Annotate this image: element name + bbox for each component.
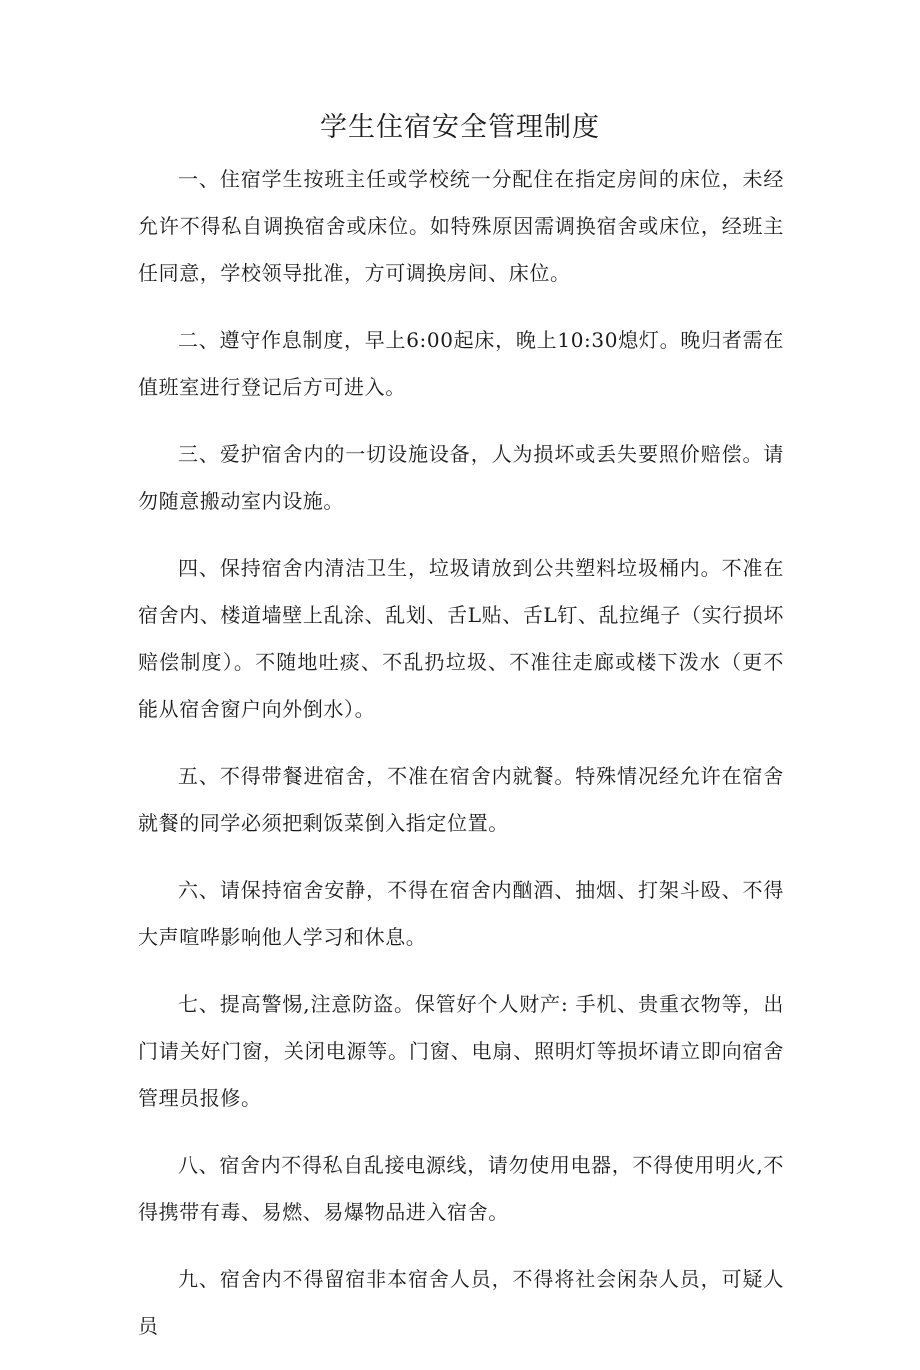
document-title: 学生住宿安全管理制度 bbox=[320, 112, 600, 143]
rule-paragraph-8: 八、宿舍内不得私自乱接电源线，请勿使用电器，不得使用明火,不得携带有毒、易燃、易爆物品进入宿舍。 bbox=[138, 1153, 784, 1224]
rule-paragraph-7: 七、提高警惕,注意防盗。保管好个人财产: 手机、贵重衣物等，出门请关好门窗，关闭电源等。门窗、电扇、照明灯等损坏请立即向宿舍管理员报修。 bbox=[138, 992, 784, 1110]
rule-paragraph-9: 九、宿舍内不得留宿非本宿舍人员，不得将社会闲杂人员，可疑人员 bbox=[138, 1267, 784, 1338]
rule-paragraph-6: 六、请保持宿舍安静，不得在宿舍内酗酒、抽烟、打架斗殴、不得大声喧哗影响他人学习和休息。 bbox=[138, 878, 784, 949]
rule-paragraph-1: 一、住宿学生按班主任或学校统一分配住在指定房间的床位，未经允许不得私自调换宿舍或床位。如特殊原因需调换宿舍或床位，经班主任同意，学校领导批准，方可调换房间、床位。 bbox=[138, 167, 784, 285]
rule-paragraph-5: 五、不得带餐进宿舍，不准在宿舍内就餐。特殊情况经允许在宿舍就餐的同学必须把剩饭菜倒入指定位置。 bbox=[138, 764, 784, 835]
document-body bbox=[138, 156, 784, 1370]
rule-paragraph-4: 四、保持宿舍内清洁卫生，垃圾请放到公共塑料垃圾桶内。不准在宿舍内、楼道墙壁上乱涂、乱划、舌L贴、舌L钉、乱拉绳子（实行损坏赔偿制度）。不随地吐痰、不乱扔垃圾、不准往走廊或楼下泼水（更不能从宿舍窗户向外倒水）。 bbox=[138, 556, 784, 721]
rule-paragraph-3: 三、爱护宿舍内的一切设施设备，人为损坏或丢失要照价赔偿。请勿随意搬动室内设施。 bbox=[138, 442, 784, 513]
rule-paragraph-2: 二、遵守作息制度，早上6:00起床，晚上10:30熄灯。晚归者需在值班室进行登记后方可进入。 bbox=[138, 328, 784, 399]
